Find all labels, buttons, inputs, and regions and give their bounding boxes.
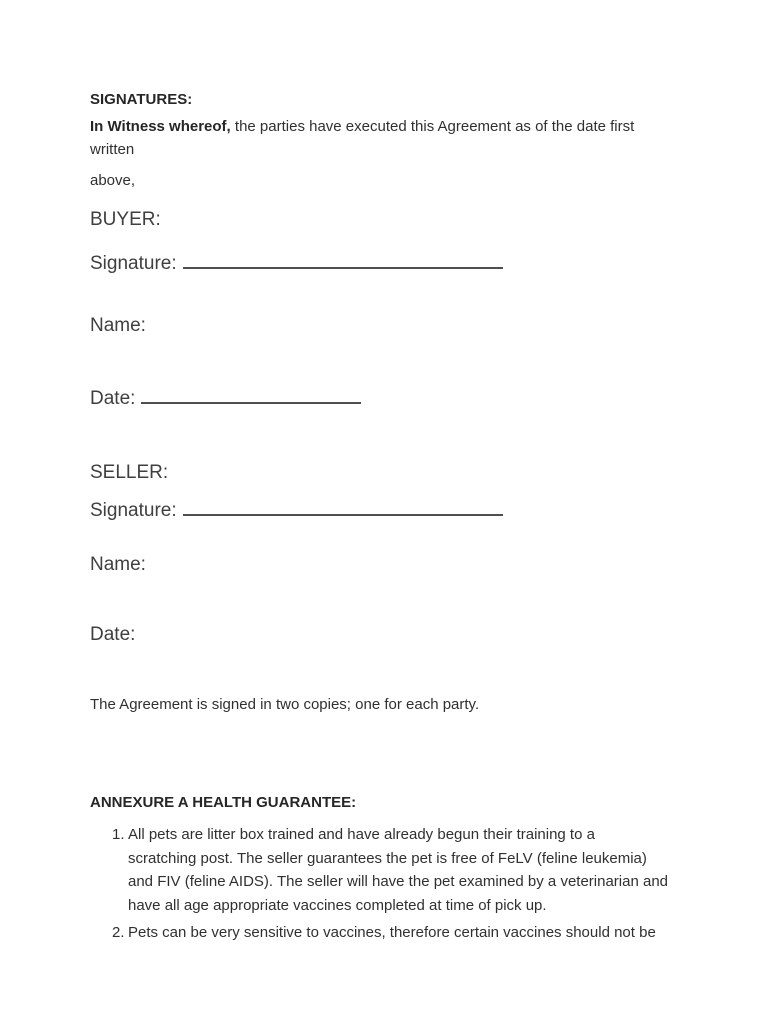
- list-item-2-text: [128, 921, 697, 945]
- list-item-2-number: 2.: [112, 924, 125, 941]
- list-item-1-line-2: scratching post. The seller guarantees the pet is free of FeLV (feline leukemia): [128, 849, 647, 867]
- buyer-date-blank-line: [141, 383, 361, 404]
- buyer-name-row: [90, 313, 697, 339]
- witness-rest: the parties have executed this Agreement as of the date first: [230, 118, 635, 135]
- list-item-1-line-3: and FIV (feline AIDS). The seller will have the pet examined by a veterinarian and: [128, 873, 669, 890]
- seller-date-row: [90, 622, 697, 648]
- annexure-list: [112, 823, 697, 945]
- seller-date-label: Date:: [90, 624, 136, 645]
- witness-line-2: written: [90, 141, 135, 158]
- witness-paragraph: [90, 115, 697, 161]
- buyer-signature-label: Signature:: [90, 253, 177, 274]
- seller-signature-label: Signature:: [90, 500, 177, 521]
- witness-bold-lead: In Witness whereof,: [90, 118, 231, 135]
- list-item-1-number: 1.: [112, 826, 125, 843]
- seller-name-label: Name:: [90, 554, 146, 575]
- annexure-heading: ANNEXURE A HEALTH GUARANTEE:: [90, 794, 357, 811]
- witness-line-1: [90, 115, 697, 138]
- buyer-signature-row: [90, 248, 697, 277]
- signatures-heading: SIGNATURES:: [90, 91, 193, 108]
- list-item-1-line-1: All pets are litter box trained and have already begun their training to a: [128, 826, 595, 843]
- seller-signature-row: [90, 495, 697, 524]
- above-line: above,: [90, 172, 136, 189]
- seller-heading: SELLER:: [90, 462, 169, 483]
- seller-name-row: [90, 552, 697, 578]
- list-item-2-line-1: Pets can be very sensitive to vaccines, therefore certain vaccines should not be: [128, 924, 656, 941]
- list-item-1-line-4: have all age appropriate vaccines completed at time of pick up.: [128, 896, 547, 914]
- buyer-date-row: [90, 383, 697, 412]
- list-item-1-text: [128, 823, 697, 917]
- buyer-signature-blank-line: [183, 248, 503, 269]
- list-item-1: [112, 823, 697, 917]
- buyer-heading: BUYER:: [90, 209, 161, 230]
- copies-note: The Agreement is signed in two copies; one for each party.: [90, 696, 480, 713]
- buyer-name-label: Name:: [90, 315, 146, 336]
- buyer-date-label: Date:: [90, 388, 136, 409]
- list-item-2: [112, 921, 697, 945]
- seller-signature-blank-line: [183, 495, 503, 516]
